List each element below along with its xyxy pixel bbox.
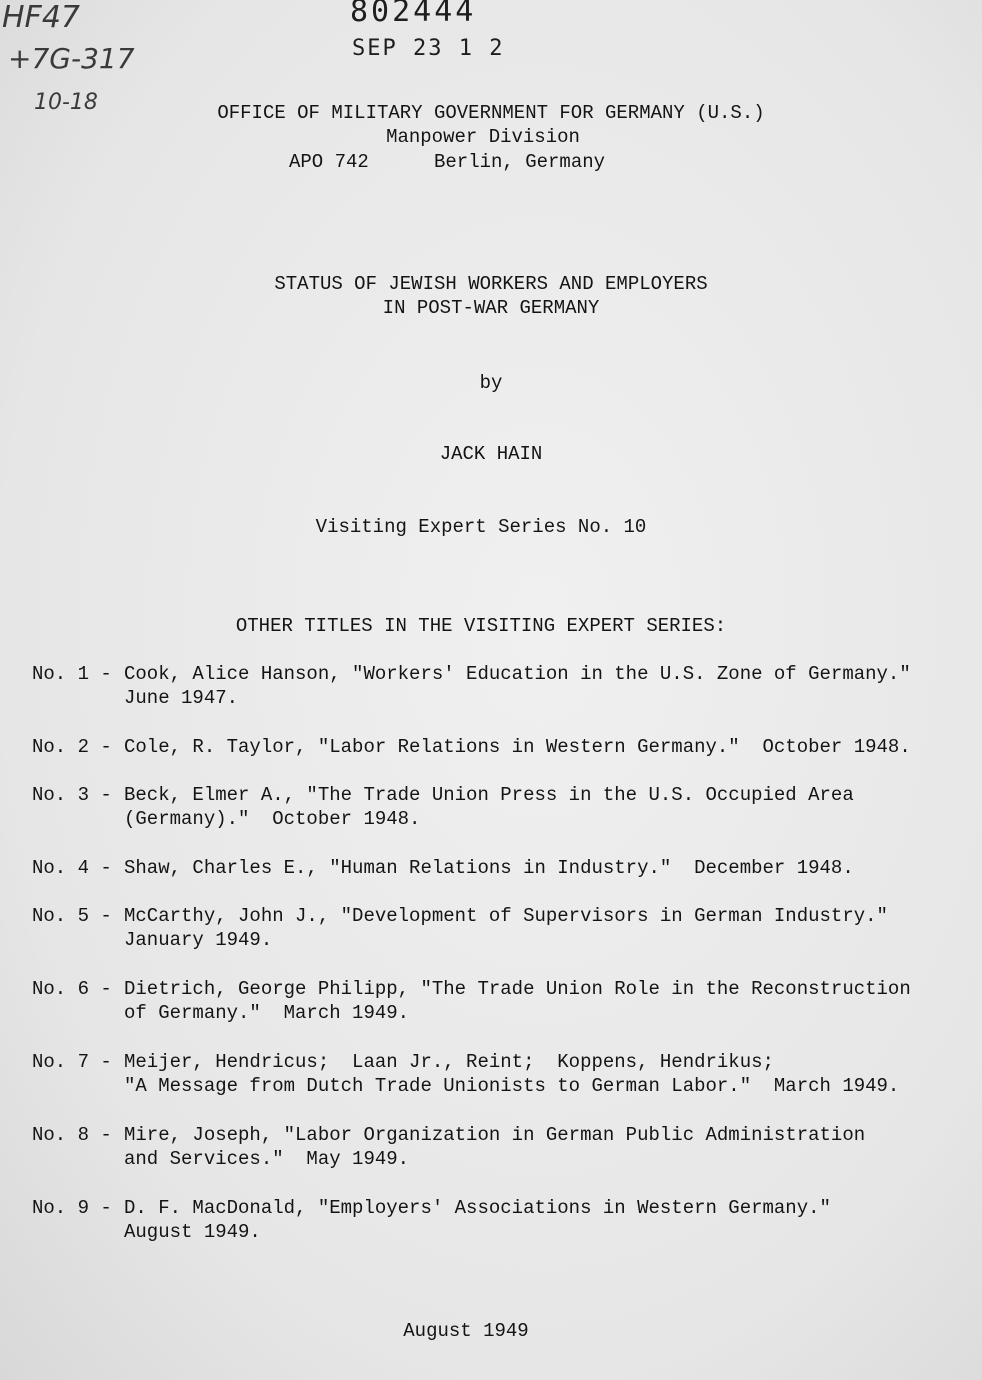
entry-number: No. 1 - [32, 663, 112, 685]
office-heading: OFFICE OF MILITARY GOVERNMENT FOR GERMANY (U.S.) [217, 102, 765, 124]
stamp-date: SEP 23 1 2 [352, 36, 505, 61]
entry-line-1: Cole, R. Taylor, "Labor Relations in Western Germany." October 1948. [124, 736, 911, 758]
apo-number: APO 742 [289, 151, 369, 173]
report-title-line-1: STATUS OF JEWISH WORKERS AND EMPLOYERS [274, 273, 708, 295]
entry-line-1: D. F. MacDonald, "Employers' Associations in Western Germany." [124, 1197, 831, 1219]
entry-number: No. 4 - [32, 857, 112, 879]
entry-line-2: January 1949. [124, 929, 273, 951]
entry-number: No. 8 - [32, 1124, 112, 1146]
entry-line-1: Meijer, Hendricus; Laan Jr., Reint; Koppens, Hendrikus; [124, 1051, 774, 1073]
entry-line-2: June 1947. [124, 687, 239, 709]
by-label: by [479, 372, 503, 394]
entry-line-2: and Services." May 1949. [124, 1148, 410, 1170]
entry-line-2: (Germany)." October 1948. [124, 808, 421, 830]
entry-line-2: "A Message from Dutch Trade Unionists to German Labor." March 1949. [124, 1075, 900, 1097]
entry-line-2: of Germany." March 1949. [124, 1002, 410, 1024]
handwritten-code-1: HF47 [2, 0, 80, 35]
entry-line-1: Cook, Alice Hanson, "Workers' Education in the U.S. Zone of Germany." [124, 663, 911, 685]
handwritten-code-2: +7G-317 [8, 42, 135, 75]
entry-line-1: Beck, Elmer A., "The Trade Union Press in the U.S. Occupied Area [124, 784, 854, 806]
entry-number: No. 3 - [32, 784, 112, 806]
entry-line-2: August 1949. [124, 1221, 261, 1243]
entry-line-1: Shaw, Charles E., "Human Relations in Industry." December 1948. [124, 857, 854, 879]
stamp-number: 802444 [350, 0, 477, 29]
division-name: Manpower Division [386, 126, 580, 148]
entry-line-1: Dietrich, George Philipp, "The Trade Union Role in the Reconstruction [124, 978, 911, 1000]
location: Berlin, Germany [434, 151, 606, 173]
author-name: JACK HAIN [439, 443, 543, 465]
entry-number: No. 5 - [32, 905, 112, 927]
entry-number: No. 6 - [32, 978, 112, 1000]
handwritten-code-3: 10-18 [34, 90, 98, 115]
entry-line-1: Mire, Joseph, "Labor Organization in German Public Administration [124, 1124, 866, 1146]
report-title-line-2: IN POST-WAR GERMANY [382, 297, 600, 319]
entry-line-1: McCarthy, John J., "Development of Supervisors in German Industry." [124, 905, 888, 927]
other-titles-heading: OTHER TITLES IN THE VISITING EXPERT SERIES: [235, 615, 727, 637]
entry-number: No. 7 - [32, 1051, 112, 1073]
series-label: Visiting Expert Series No. 10 [315, 516, 647, 538]
entry-number: No. 2 - [32, 736, 112, 758]
entry-number: No. 9 - [32, 1197, 112, 1219]
publication-date: August 1949 [403, 1320, 529, 1342]
